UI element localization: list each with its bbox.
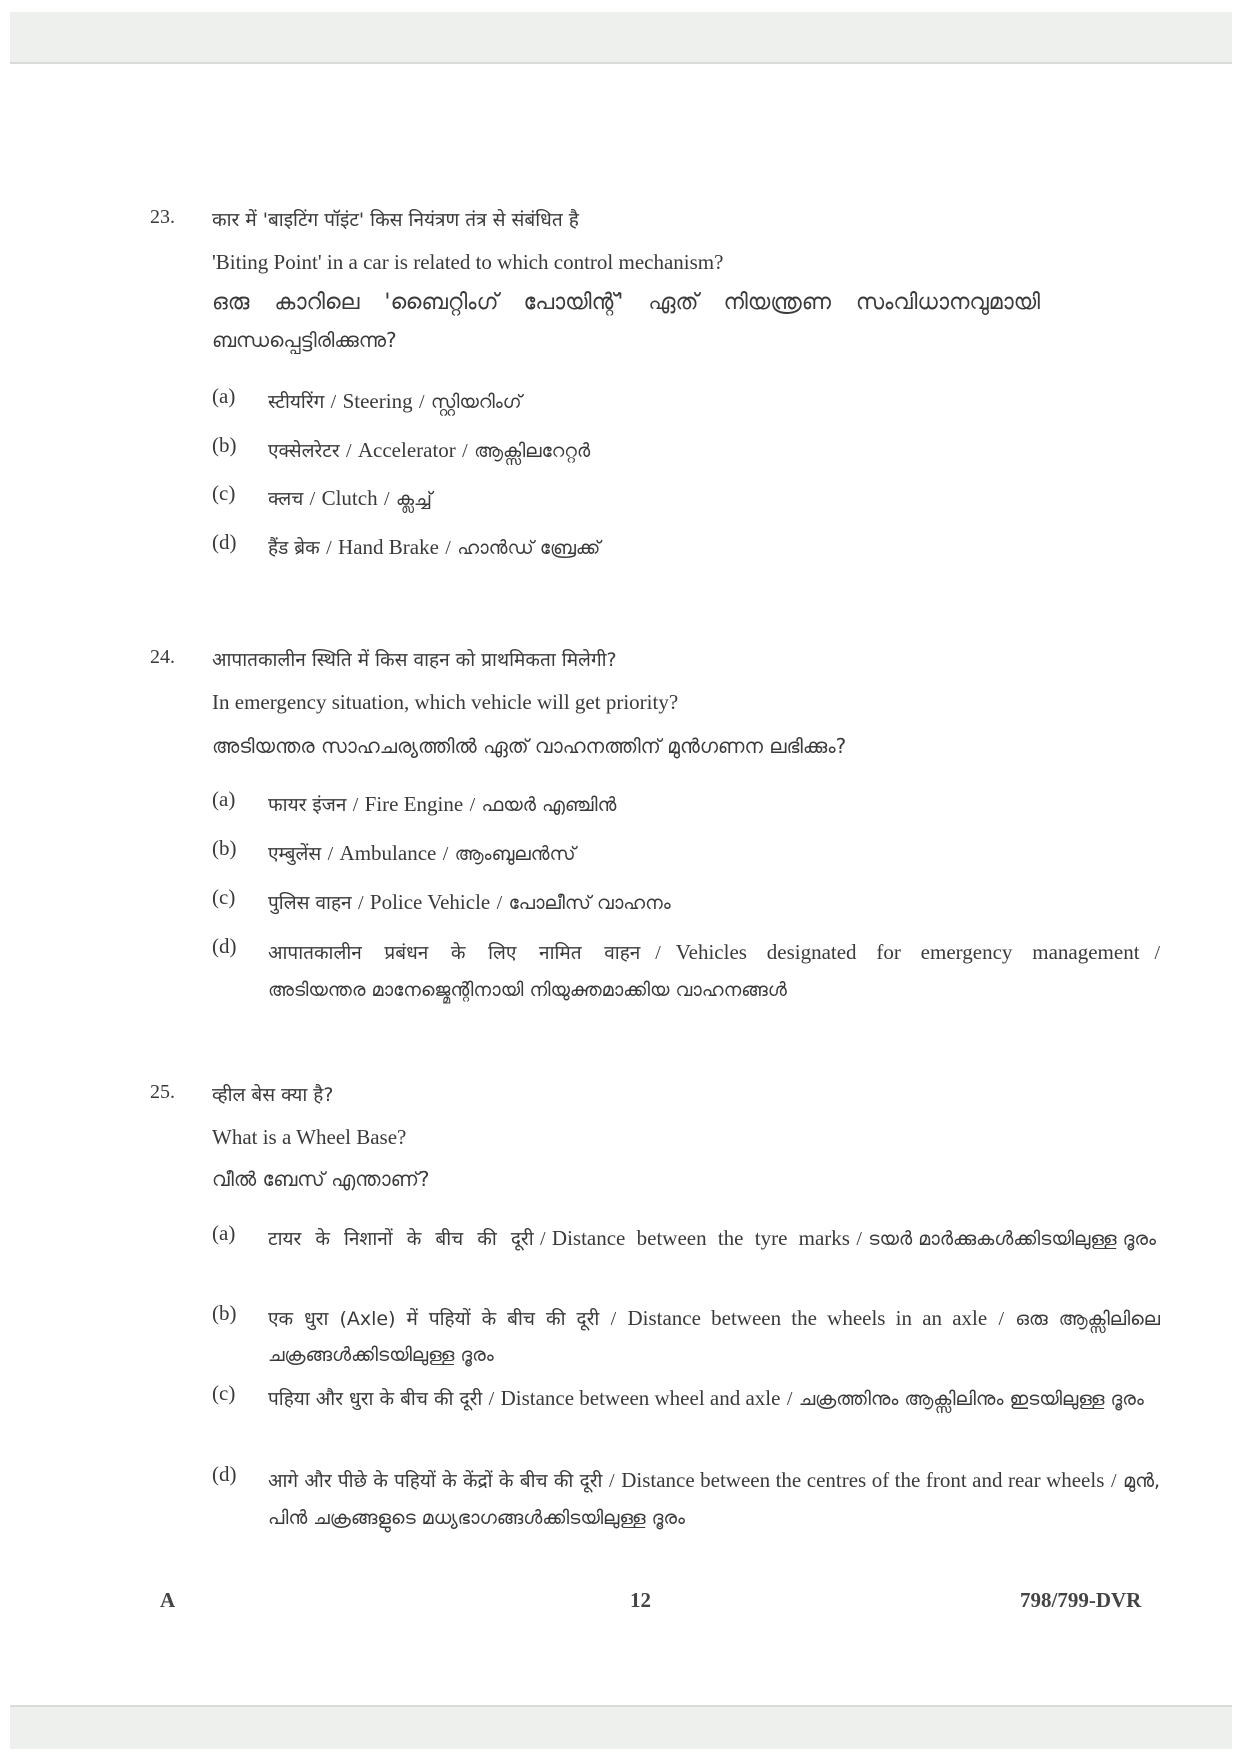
- option-hindi: टायर के निशानों के बीच की दूरी: [268, 1228, 534, 1250]
- separator: /: [462, 440, 468, 462]
- separator: /: [345, 440, 352, 462]
- option-malayalam: ആംബുലൻസ്: [454, 843, 576, 865]
- option-hindi: एक धुरा (Axle) में पहियों के बीच की दूरी: [268, 1308, 600, 1330]
- option-english: Hand Brake: [338, 535, 439, 559]
- option-label: (c): [212, 481, 236, 505]
- separator: /: [383, 488, 390, 510]
- option-hindi: आपातकालीन प्रबंधन के लिए नामित वाहन: [268, 942, 641, 964]
- option-malayalam: ടയർ മാർക്കുകൾക്കിടയിലുള്ള ദൂരം: [868, 1228, 1156, 1250]
- separator: /: [998, 1308, 1005, 1330]
- option-label: (a): [212, 1221, 236, 1245]
- option-malayalam: മുൻ, പിൻ ചക്രങ്ങളുടെ മധ്യഭാഗങ്ങൾക്കിടയിലുള്ള ദൂരം: [268, 1470, 1161, 1529]
- separator: /: [609, 1470, 615, 1492]
- separator: /: [326, 537, 332, 559]
- separator: /: [539, 1228, 546, 1250]
- question-text-english: What is a Wheel Base?: [212, 1125, 407, 1149]
- option-label: (b): [212, 1301, 237, 1325]
- question-number: 24.: [150, 646, 175, 668]
- option-english: Police Vehicle: [369, 890, 491, 914]
- option-malayalam: പോലീസ് വാഹനം: [508, 892, 671, 914]
- question-text-malayalam: അടിയന്തര സാഹചര്യത്തിൽ ഏത് വാഹനത്തിന് മുൻഗണന ലഭിക്കും?: [212, 734, 847, 758]
- option-malayalam: ക്ലച്ച്: [395, 488, 432, 510]
- option-english: Distance between the wheels in an axle: [627, 1306, 988, 1330]
- option-english: Ambulance: [339, 841, 437, 865]
- question-text-malayalam-cont: ബന്ധപ്പെട്ടിരിക്കുന്നു?: [212, 328, 397, 352]
- footer-exam-code: 798/799-DVR: [1020, 1588, 1142, 1612]
- separator: /: [655, 942, 661, 964]
- option-hindi: एक्सेलरेटर: [268, 440, 340, 462]
- question-text-hindi: आपातकालीन स्थिति में किस वाहन को प्राथमिकता मिलेगी?: [212, 649, 617, 671]
- separator: /: [442, 843, 449, 865]
- option-hindi: पहिया और धुरा के बीच की दूरी: [268, 1388, 483, 1410]
- option-english: Steering: [342, 389, 413, 413]
- option-label: (d): [212, 934, 237, 958]
- option-malayalam: ചക്രത്തിനും ആക്സിലിനും ഇടയിലുള്ള ദൂരം: [798, 1388, 1144, 1410]
- separator: /: [469, 794, 476, 816]
- separator: /: [488, 1388, 495, 1410]
- separator: /: [496, 892, 503, 914]
- option-malayalam: ഹാൻഡ് ബ്രേക്ക്: [457, 537, 601, 559]
- option-english: Fire Engine: [364, 792, 464, 816]
- option-malayalam: ആക്സിലറേറ്റർ: [474, 440, 591, 462]
- scan-bottom-band: [10, 1705, 1232, 1749]
- option-malayalam: സ്റ്റിയറിംഗ്: [430, 391, 522, 413]
- option-hindi: हैंड ब्रेक: [268, 537, 320, 559]
- option-hindi: एम्बुलेंस: [268, 843, 322, 865]
- option-english: Accelerator: [357, 438, 456, 462]
- separator: /: [610, 1308, 617, 1330]
- question-text-hindi: व्हील बेस क्या है?: [212, 1084, 334, 1106]
- separator: /: [856, 1228, 862, 1250]
- option-hindi: फायर इंजन: [268, 794, 347, 816]
- separator: /: [445, 537, 451, 559]
- question-text-malayalam: ഒരു കാറിലെ 'ബൈറ്റിംഗ് പോയിന്റ്' ഏത് നിയന്ത്രണ സംവിധാനവുമായി: [212, 290, 1041, 315]
- question-text-malayalam: വീൽ ബേസ് എന്താണ്?: [212, 1167, 430, 1191]
- option-label: (c): [212, 1381, 236, 1405]
- option-label: (a): [212, 384, 236, 408]
- separator: /: [1154, 942, 1161, 964]
- option-english: Distance between wheel and axle: [500, 1386, 781, 1410]
- option-malayalam: അടിയന്തര മാനേജ്മെന്റിനായി നിയുക്തമാക്കിയ വാഹനങ്ങൾ: [268, 979, 787, 1001]
- footer-series-code: A: [160, 1588, 176, 1612]
- separator: /: [327, 843, 334, 865]
- separator: /: [357, 892, 364, 914]
- footer-page-number: 12: [630, 1588, 651, 1612]
- separator: /: [352, 794, 359, 816]
- option-hindi: क्लच: [268, 488, 304, 510]
- option-label: (d): [212, 1462, 237, 1486]
- option-english: Clutch: [321, 486, 378, 510]
- option-label: (b): [212, 433, 237, 457]
- option-hindi: पुलिस वाहन: [268, 892, 352, 914]
- option-label: (b): [212, 836, 237, 860]
- scan-top-band: [10, 12, 1232, 64]
- separator: /: [1111, 1470, 1117, 1492]
- question-number: 25.: [150, 1081, 175, 1103]
- separator: /: [330, 391, 337, 413]
- option-english: Distance between the tyre marks: [551, 1226, 850, 1250]
- question-number: 23.: [150, 206, 175, 228]
- option-malayalam: ഒരു ആക്സിലിലെ ചക്രങ്ങൾക്കിടയിലുള്ള ദൂരം: [268, 1308, 1160, 1366]
- question-text-english: 'Biting Point' in a car is related to which control mechanism?: [212, 250, 724, 274]
- separator: /: [309, 488, 316, 510]
- option-english: Vehicles designated for emergency management: [675, 940, 1140, 964]
- option-hindi: स्टीयरिंग: [268, 391, 325, 413]
- separator: /: [418, 391, 425, 413]
- option-malayalam: ഫയർ എഞ്ചിൻ: [481, 794, 617, 816]
- option-label: (a): [212, 787, 236, 811]
- question-text-english: In emergency situation, which vehicle will get priority?: [212, 690, 679, 714]
- question-text-hindi: कार में 'बाइटिंग पॉइंट' किस नियंत्रण तंत्र से संबंधित है: [212, 209, 579, 231]
- option-english: Distance between the centres of the front and rear wheels: [621, 1468, 1105, 1492]
- option-hindi: आगे और पीछे के पहियों के केंद्रों के बीच की दूरी: [268, 1470, 603, 1492]
- option-label: (c): [212, 885, 236, 909]
- separator: /: [786, 1388, 793, 1410]
- option-label: (d): [212, 530, 237, 554]
